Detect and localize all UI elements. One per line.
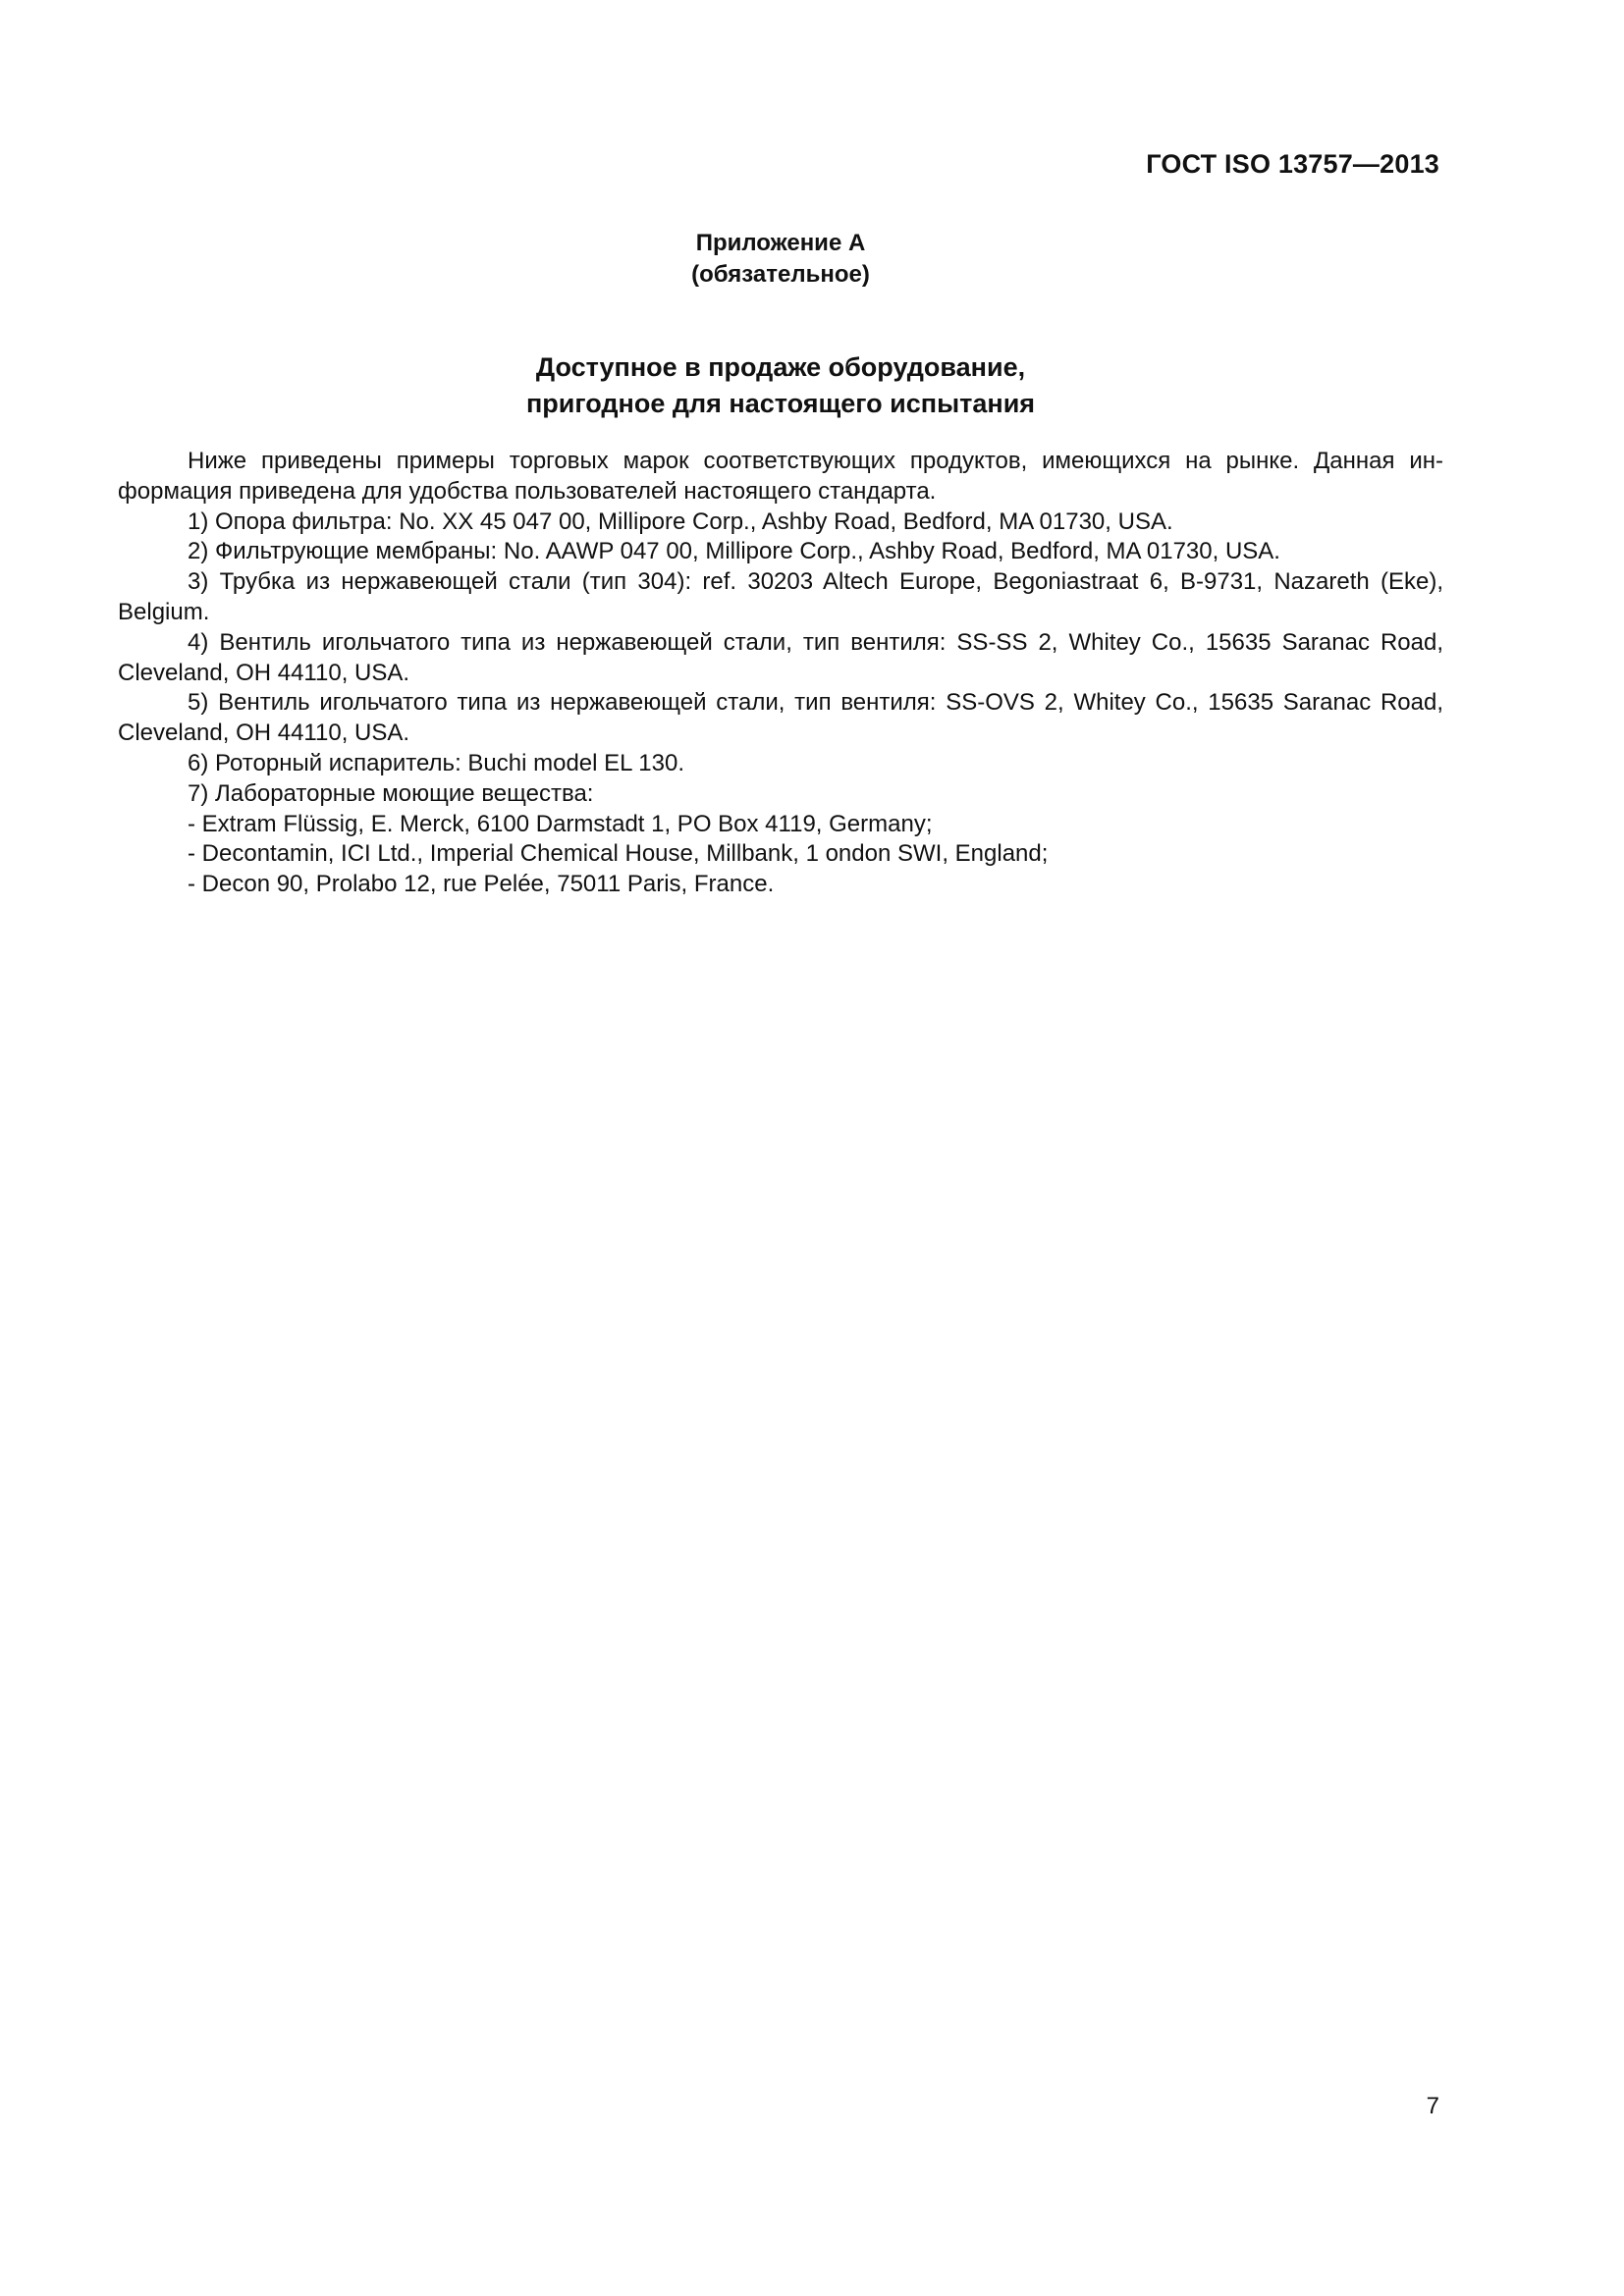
intro-paragraph: Ниже приведены примеры торговых марок соответствующих продуктов, имеющихся на рынке. Данная информация приведена для удобства пользователей настоящего стандарта. bbox=[118, 448, 1443, 505]
section-title-line-1: Доступное в продаже оборудование, bbox=[535, 352, 1026, 382]
appendix-title: Приложение А bbox=[695, 230, 866, 256]
document-code-header: ГОСТ ISO 13757—2013 bbox=[1146, 149, 1439, 179]
list-item-2: 2) Фильтрующие мембраны: No. AAWP 047 00, Millipore Corp., Ashby Road, Bedford, MA 01730, USA. bbox=[188, 538, 1280, 565]
list-item-6: 6) Роторный испаритель: Buchi model EL 130. bbox=[188, 749, 684, 776]
page-number: 7 bbox=[1426, 2093, 1439, 2119]
sub-item-7a: - Extram Flüssig, E. Merck, 6100 Darmstadt 1, PO Box 4119, Germany; bbox=[188, 810, 933, 837]
section-title-line-2: пригодное для настоящего испытания bbox=[525, 389, 1036, 418]
list-item-7: 7) Лабораторные моющие вещества: bbox=[188, 779, 594, 807]
list-item-4: 4) Вентиль игольчатого типа из нержавеющей стали, тип вентиля: SS-SS 2, Whitey Co., 15635 Saranac Road, Cleveland, OH 44110, USA. bbox=[118, 628, 1443, 686]
appendix-heading bbox=[0, 228, 1561, 291]
sub-item-7b: - Decontamin, ICI Ltd., Imperial Chemical House, Millbank, 1 ondon SWI, England; bbox=[188, 840, 1049, 868]
body-text bbox=[118, 447, 1443, 900]
section-title bbox=[0, 349, 1561, 422]
sub-item-7c: - Decon 90, Prolabo 12, rue Pelée, 75011 Paris, France. bbox=[188, 871, 775, 898]
appendix-status: (обязательное) bbox=[691, 261, 870, 288]
list-item-1: 1) Опора фильтра: No. XX 45 047 00, Millipore Corp., Ashby Road, Bedford, MA 01730, USA. bbox=[188, 507, 1173, 535]
list-item-5: 5) Вентиль игольчатого типа из нержавеющей стали, тип вентиля: SS-OVS 2, Whitey Co., 15635 Saranac Road, Cleveland, OH 44110, USA. bbox=[118, 689, 1443, 747]
list-item-3: 3) Трубка из нержавеющей стали (тип 304): ref. 30203 Altech Europe, Begoniastraat 6, B-9731, Nazareth (Eke), Belgium. bbox=[118, 568, 1443, 625]
